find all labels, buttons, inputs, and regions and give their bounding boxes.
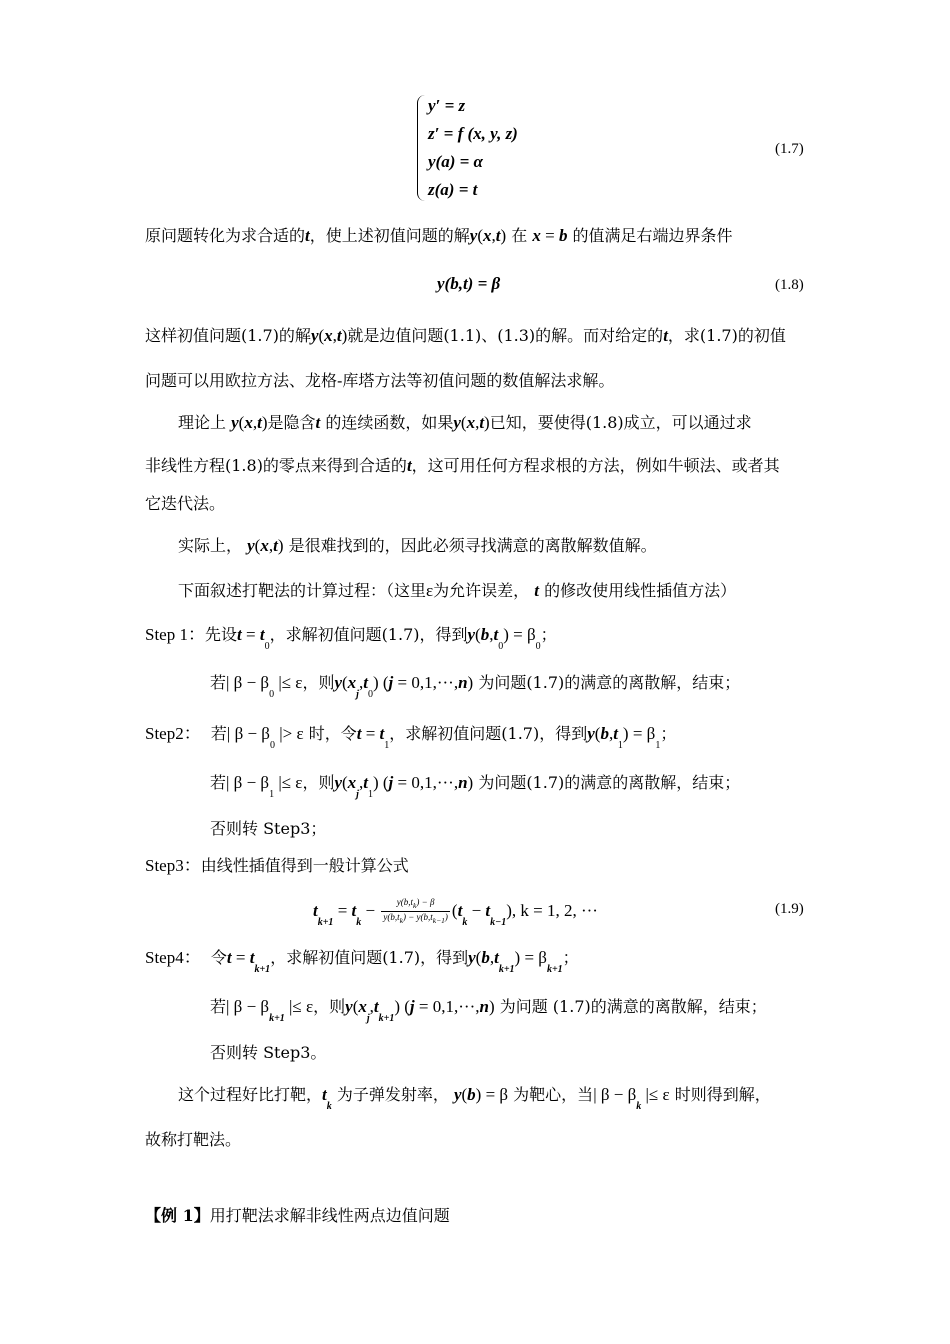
step1-line2: 若| $\beta - \beta_0$ |≤ ε，则$y(x_j,t_0) (j = 0,1,\cdot\cdot\cdot,n)$ 为问题(1.7)的满意的离散解，结束；	[210, 673, 741, 700]
para-3-line1: 理论上 y(x,t)是隐含t 的连续函数，如果y(x,t)已知，要使得(1.8)成立，可以通过求	[178, 413, 752, 432]
equation-brace	[417, 95, 426, 201]
para-2-line2: 问题可以用欧拉方法、龙格-库塔方法等初值问题的数值解法求解。	[145, 371, 615, 390]
eq17-line3: y(a) = α	[428, 152, 483, 171]
para-6-line1: 这个过程好比打靶，$t_k$ 为子弹发射率， y(b) = β 为靶心，当| $\beta - \beta_k$ |≤ ε 时则得到解，	[178, 1085, 771, 1112]
eq19: $t_{k+1} = t_k$ − $\frac{y(b,t_k) - \beta}{y(b,t_k) - y(b,t_{k-1})}$ $(t_k - t_{k-1})$, k = 1, 2, ···	[313, 897, 598, 928]
eq18-number: (1.8)	[775, 277, 804, 293]
eq19-fraction: $\frac{y(b,t_k) - \beta}{y(b,t_k) - y(b,t_{k-1})}$	[383, 897, 448, 925]
para-4: 实际上， y(x,t) 是很难找到的，因此必须寻找满意的离散解数值解。	[178, 536, 657, 555]
eq17-line2: z′ = f (x, y, z)	[428, 124, 518, 143]
eq18: y(b,t) = β	[437, 274, 501, 293]
eq17-line4: z(a) = t	[428, 180, 478, 199]
step2-line3: 否则转 Step3；	[210, 819, 327, 838]
step2-line1: Step2： 若| $\beta - \beta_0$ |> ε 时，令$t = t_1$，求解初值问题(1.7)，得到$y(b,t_1) = \beta_1$；	[145, 724, 677, 751]
eq19-number: (1.9)	[775, 901, 804, 917]
step1-line1: Step 1：先设$t = t_0$，求解初值问题(1.7)，得到$y(b,t_0) = \beta_0$；	[145, 625, 557, 652]
eq17-number: (1.7)	[775, 141, 804, 157]
step4-line2: 若| $\beta - \beta_{k+1}$ |≤ ε，则$y(x_j,t_{k+1}) (j = 0,1,\cdot\cdot\cdot,n)$ 为问题 (1.7)的满意的离散解，结束；	[210, 997, 767, 1024]
para-3-line3: 它迭代法。	[145, 494, 226, 513]
step2-line2: 若| $\beta - \beta_1$ |≤ ε，则$y(x_j,t_1) (j = 0,1,\cdot\cdot\cdot,n)$ 为问题(1.7)的满意的离散解，结束；	[210, 773, 741, 800]
para-5: 下面叙述打靶法的计算过程：（这里ε为允许误差， t 的修改使用线性插值方法）	[178, 581, 737, 600]
para-6-line2: 故称打靶法。	[145, 1130, 242, 1149]
eq17-line1: y′ = z	[428, 96, 466, 115]
para-1: 原问题转化为求合适的t，使上述初值问题的解y(x,t) 在 x = b 的值满足右端边界条件	[145, 226, 733, 245]
para-3-line2: 非线性方程(1.8)的零点来得到合适的t，这可用任何方程求根的方法，例如牛顿法、或者其	[145, 456, 780, 475]
step4-line1: Step4： 令$t = t_{k+1}$，求解初值问题(1.7)，得到$y(b,t_{k+1}) = \beta_{k+1}$；	[145, 948, 579, 975]
step4-line3: 否则转 Step3。	[210, 1043, 327, 1062]
example-heading: 【例 1】用打靶法求解非线性两点边值问题	[145, 1206, 450, 1225]
step3-line1: Step3：由线性插值得到一般计算公式	[145, 856, 409, 875]
para-2-line1: 这样初值问题(1.7)的解y(x,t)就是边值问题(1.1)、(1.3)的解。而对给定的t，求(1.7)的初值	[145, 326, 786, 345]
